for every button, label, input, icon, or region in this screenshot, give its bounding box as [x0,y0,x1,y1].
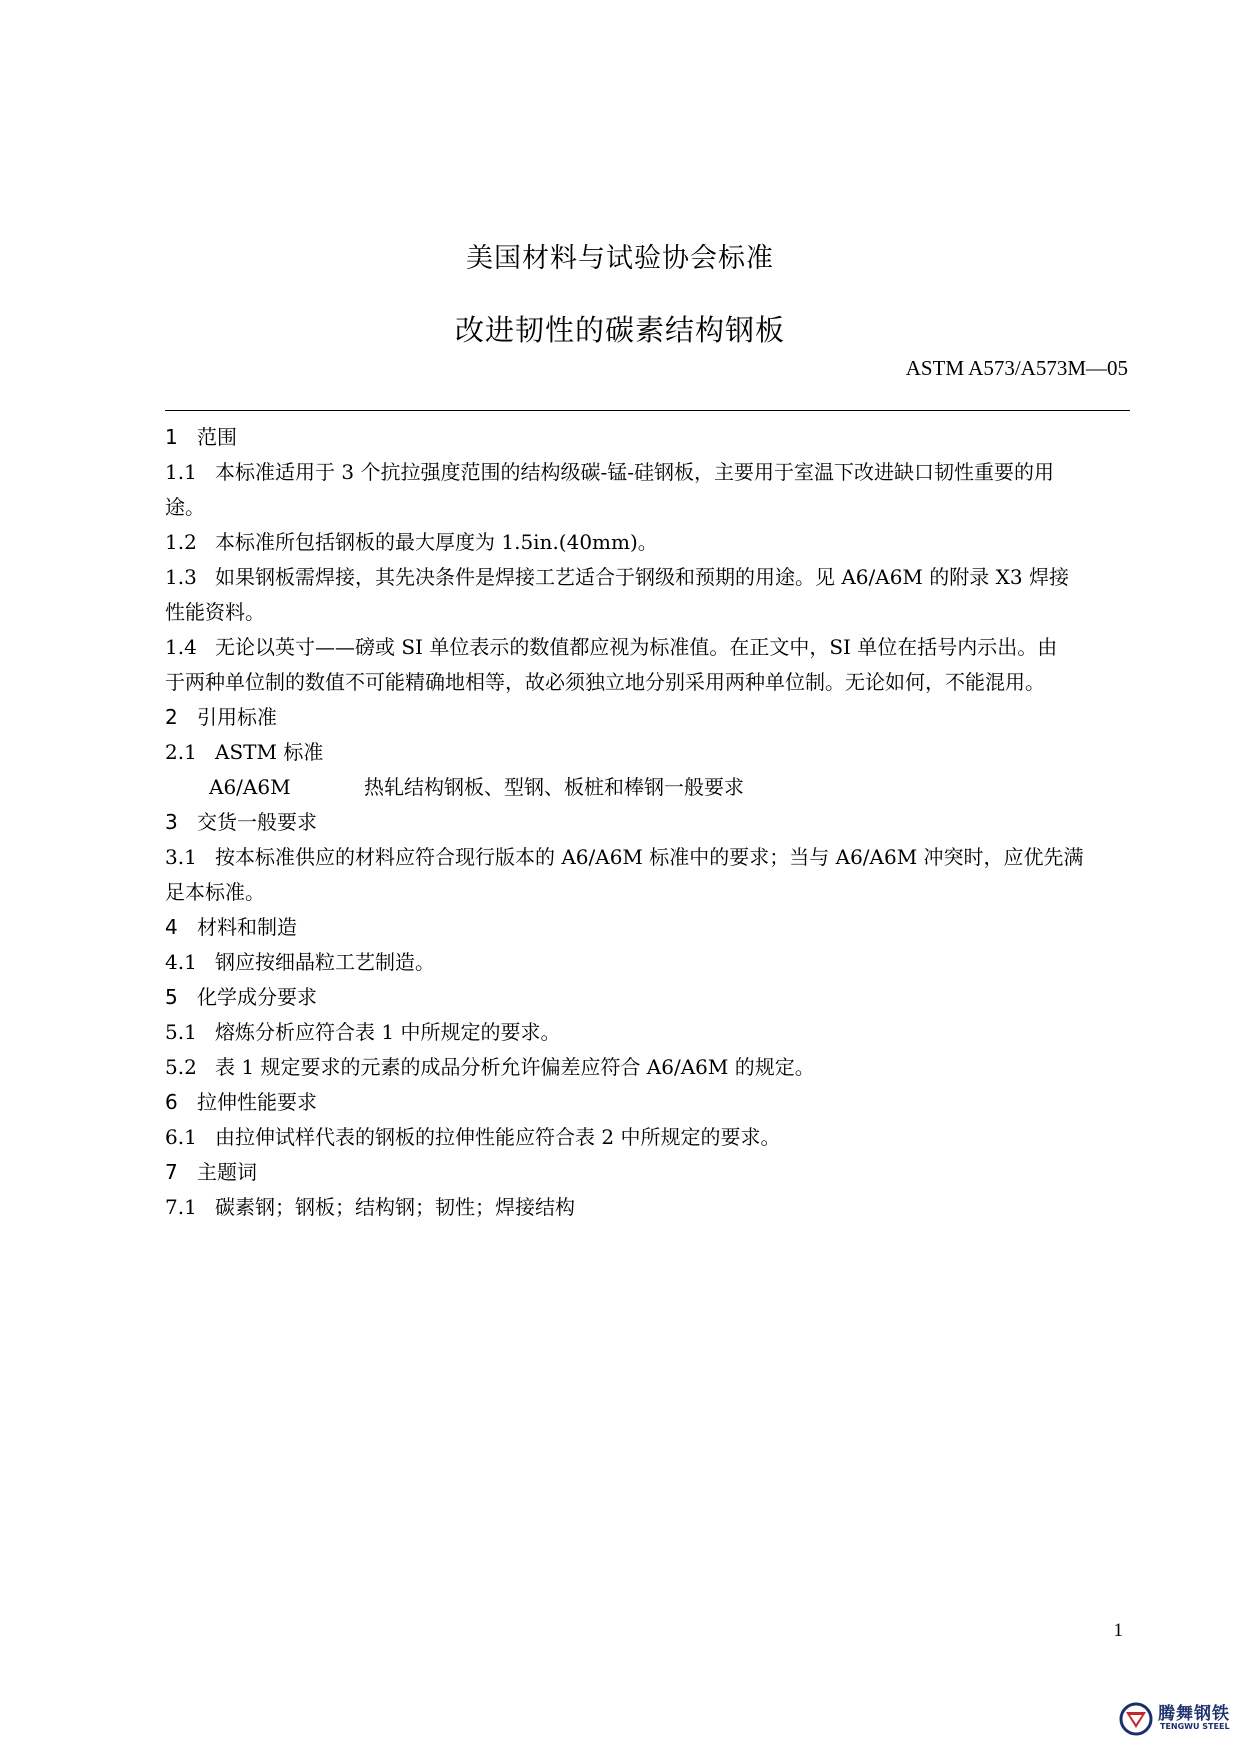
section-heading-5 [165,980,1130,1015]
section-number: 7 [165,1160,178,1184]
clause-1-4-continuation: 于两种单位制的数值不可能精确地相等，故必须独立地分别采用两种单位制。无论如何，不能混用。 [165,670,1045,694]
section-heading-4 [165,910,1130,945]
reference-description: 热轧结构钢板、型钢、板桩和棒钢一般要求 [364,775,744,799]
page-number: 1 [1113,1620,1123,1641]
clause-text: 无论以英寸——磅或 SI 单位表示的数值都应视为标准值。在正文中，SI 单位在括号内示出。由 [215,635,1058,659]
section-number: 1 [165,425,178,449]
clause-text: 如果钢板需焊接，其先决条件是焊接工艺适合于钢级和预期的用途。见 A6/A6M 的附录 X3 焊接 [215,565,1069,589]
clause-number: 2.1 [165,740,197,764]
clause-text: 碳素钢；钢板；结构钢；韧性；焊接结构 [215,1195,575,1219]
section-number: 5 [165,985,178,1009]
section-title: 引用标准 [197,705,277,729]
clause-text: ASTM 标准 [215,740,324,764]
header-divider [165,410,1130,411]
section-number: 3 [165,810,178,834]
section-heading-2 [165,700,1130,735]
clause-1-3 [165,560,1130,595]
clause-1-2 [165,525,1130,560]
clause-text: 本标准所包括钢板的最大厚度为 1.5in.(40mm)。 [215,530,658,554]
clause-5-1 [165,1015,1130,1050]
section-number: 4 [165,915,178,939]
clause-5-2 [165,1050,1130,1085]
logo-text: 腾舞钢铁 [1158,1704,1230,1724]
company-logo [1118,1697,1230,1741]
section-title: 范围 [197,425,237,449]
section-heading-1 [165,420,1130,455]
clause-7-1 [165,1190,1130,1225]
clause-text: 表 1 规定要求的元素的成品分析允许偏差应符合 A6/A6M 的规定。 [215,1055,815,1079]
clause-text: 钢应按细晶粒工艺制造。 [215,950,435,974]
clause-text: 本标准适用于 3 个抗拉强度范围的结构级碳-锰-硅钢板，主要用于室温下改进缺口韧性重要的用 [215,460,1054,484]
clause-4-1 [165,945,1130,980]
clause-number: 1.4 [165,635,197,659]
reference-code: A6/A6M [209,775,291,799]
clause-number: 1.1 [165,460,197,484]
clause-text: 按本标准供应的材料应符合现行版本的 A6/A6M 标准中的要求；当与 A6/A6M 冲突时，应优先满 [215,845,1084,869]
section-title: 化学成分要求 [197,985,317,1009]
clause-3-1-continuation: 足本标准。 [165,880,265,904]
clause-number: 4.1 [165,950,197,974]
clause-text: 由拉伸试样代表的钢板的拉伸性能应符合表 2 中所规定的要求。 [215,1125,781,1149]
reference-entry [165,770,1130,805]
clause-number: 5.1 [165,1020,197,1044]
clause-3-1 [165,840,1130,875]
section-title: 主题词 [197,1160,257,1184]
clause-1-1 [165,455,1130,490]
section-title: 材料和制造 [197,915,297,939]
clause-text: 熔炼分析应符合表 1 中所规定的要求。 [215,1020,561,1044]
clause-number: 7.1 [165,1195,197,1219]
clause-number: 5.2 [165,1055,197,1079]
logo-subtext: TENGWU STEEL [1160,1722,1230,1731]
clause-1-3-continuation: 性能资料。 [165,600,265,624]
clause-1-1-continuation: 途。 [165,495,205,519]
clause-number: 6.1 [165,1125,197,1149]
section-heading-6 [165,1085,1130,1120]
standard-number: ASTM A573/A573M—05 [905,356,1128,380]
section-heading-7 [165,1155,1130,1190]
clause-2-1 [165,735,1130,770]
section-number: 2 [165,705,178,729]
clause-number: 1.3 [165,565,197,589]
document-body [165,420,1130,1225]
clause-number: 1.2 [165,530,197,554]
clause-6-1 [165,1120,1130,1155]
document-title: 改进韧性的碳素结构钢板 [454,313,785,347]
logo-emblem-icon [1118,1701,1154,1737]
section-title: 拉伸性能要求 [197,1090,317,1114]
clause-1-4 [165,630,1130,665]
organization-title: 美国材料与试验协会标准 [466,243,774,274]
section-number: 6 [165,1090,178,1114]
clause-number: 3.1 [165,845,197,869]
section-title: 交货一般要求 [197,810,317,834]
section-heading-3 [165,805,1130,840]
